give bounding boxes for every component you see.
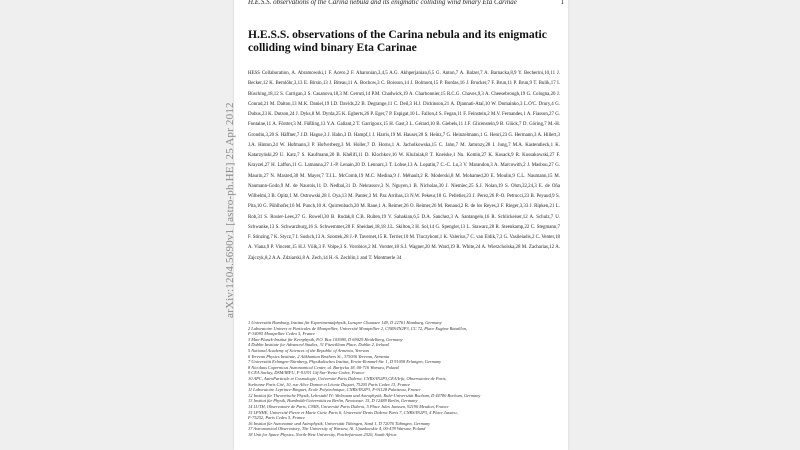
affiliation-item: 16 Institut für Astronomie und Astrophysik, Universität Tübingen, Sand 1, D 72076 Tübingen, Germany <box>248 420 431 426</box>
affiliation-item: 7 Universität Erlangen-Nürnberg, Physikalisches Institut, Erwin-Rommel-Str. 1, D 91058 Erlangen, Germany <box>248 359 442 365</box>
affiliation-item: 11 Laboratoire Leprince-Ringuet, Ecole Polytechnique, CNRS/IN2P3, F-91128 Palaiseau, France <box>248 387 421 393</box>
affiliation-list <box>248 320 560 437</box>
affiliation-item: 1 Universität Hamburg, Institut für Experimentalphysik, Luruper Chaussee 149, D 22761 Hamburg, Germany <box>248 320 442 325</box>
affiliation-item: 10 APC, AstroParticule et Cosmologie, Université Paris Diderot, CNRS/IN2P3,CEA/Irfu, Observatoire de Paris, <box>248 375 447 381</box>
affiliation-item: 9 CEA Saclay, DSM/IRFU, F-91191 Gif-Sur-Yvette Cedex, France <box>248 370 365 376</box>
affiliation-item: 14 LUTH, Observatoire de Paris, CNRS, Université Paris Diderot, 5 Place Jules Janssen, 92190 Meudon, France <box>248 403 449 409</box>
paper-title: H.E.S.S. observations of the Carina nebula and its enigmatic colliding wind binary Eta Carinae <box>248 28 547 54</box>
affiliation-item: 2 Laboratoire Univers et Particules de Montpellier, Université Montpellier 2, CNRS/IN2P3, CC 72, Place Eugène Bataillon, <box>248 325 468 331</box>
affiliation-item: 6 Yerevan Physics Institute, 2 Alikhanian Brothers St., 375036 Yerevan, Armenia <box>248 353 390 359</box>
affiliation-item: Sorbonne Paris Cité, 10, rue Alice Domon et Léonie Duquet, 75205 Paris Cedex 13, France <box>248 381 411 387</box>
affiliation-item: F-34095 Montpellier Cedex 5, France <box>248 331 316 337</box>
author-list: HESS Collaboration, A. Abramowski,1 F. Acero,2 F. Aharonian,3,4,5 A.G. Akhperjanian,6,5 G. Anton,7 A. Balzer,7 A. Barnacka,8,9 Y. Becherini,10,11 J. Becker,12 K. Bernlöhr,3,13 E. Birsin,13 J. Biteau,11 A. Bochow,3 C. Boisson,14 J. Bolmont,15 P. Bordas,16 J. Brucker,7 F. Brun,11 P. Brun,9 T. Bulik,17 I. Büsching,18,12 S. Carrigan,3 S. Casanova,18,3 M. Cerruti,14 P.M. Chadwick,19 A. Charbonnier,15 R.C.G. Chaves,9,3 A. Cheesebrough,19 G. Cologna,20 J. Conrad,21 M. Dalton,13 M.K. Daniel,19 I.D. Davids,22 B. Degrange,11 C. Deil,3 H.J. Dickinson,21 A. Djannati-Ataï,10 W. Domainko,3 L.O'C. Drury,4 G. Dubus,23 K. Dutson,24 J. Dyks,8 M. Dyrda,25 K. Egberts,26 P. Eger,7 P. Espigat,10 L. Fallon,4 S. Fegan,11 F. Feinstein,2 M.V. Fernandes,1 A. Fiasson,27 G. Fontaine,11 A. Förster,3 M. Füßling,13 Y.A. Gallant,2 T. Garrigoux,15 H. Gast,3 L. Gérard,10 B. Giebels,11 J.F. Glicenstein,9 B. Glück,7 D. Göring,7 M.-H. Grondin,3,20 S. Häffner,7 J.D. Hague,3 J. Hahn,3 D. Hampf,1 J. Harris,19 M. Hauser,20 S. Heinz,7 G. Heinzelmann,1 G. Henri,23 G. Hermann,3 A. Hillert,3 J.A. Hinton,24 W. Hofmann,3 P. Hofverberg,3 M. Holler,7 D. Horns,1 A. Jacholkowska,15 C. Jahn,7 M. Jamrozy,28 I. Jung,7 M.A. Kastendieck,1 K. Katarzyński,29 U. Katz,7 S. Kaufmann,20 B. Khélifi,11 D. Klochkov,16 W. Kluźniak,8 T. Kneiske,1 Nu. Komin,27 K. Kosack,9 R. Kossakowski,27 F. Krayzel,27 H. Laffon,11 G. Lamanna,27 J.-P. Lenain,20 D. Lennarz,3 T. Lohse,13 A. Lopatin,7 C.-C. Lu,3 V. Marandon,3 A. Marcowith,2 J. Masbou,27 G. Maurin,27 N. Maxted,30 M. Mayer,7 T.J.L. McComb,19 M.C. Medina,9 J. Méhault,2 R. Moderski,8 M. Mohamed,20 E. Moulin,9 C.L. Naumann,15 M. Naumann-Godo,9 M. de Naurois,11 D. Nedbal,31 D. Nekrassov,3 N. Nguyen,1 B. Nicholas,30 J. Niemiec,25 S.J. Nolan,19 S. Ohm,32,24,3 E. de Oña Wilhelmi,3 B. Opitz,1 M. Ostrowski,28 I. Oya,13 M. Panter,3 M. Paz Arribas,13 N.W. Pekeur,18 G. Pelletier,23 J. Perez,26 P.-O. Petrucci,23 B. Peyaud,9 S. Pita,10 G. Pühlhofer,16 M. Punch,10 A. Quirrenbach,20 M. Raue,1 A. Reimer,26 O. Reimer,26 M. Renaud,2 R. de los Reyes,3 F. Rieger,3,33 J. Ripken,21 L. Rob,31 S. Rosier-Lees,27 G. Rowell,30 B. Rudak,8 C.B. Rulten,19 V. Sahakian,6,5 D.A. Sanchez,3 A. Santangelo,16 R. Schlickeiser,12 A. Schulz,7 U. Schwanke,13 S. Schwarzburg,16 S. Schwemmer,20 F. Sheidaei,18,18 J.L. Skilton,3 H. Sol,14 G. Spengler,13 L. Stawarz,28 R. Steenkamp,22 C. Stegmann,7 F. Stinzing,7 K. Stycz,7 I. Sushch,13 A. Szostek,28 J.-P. Tavernet,15 R. Terrier,10 M. Tluczykont,1 K. Valerius,7 C. van Eldik,7,3 G. Vasileiadis,2 C. Venter,18 A. Viana,9 P. Vincent,15 H.J. Völk,3 F. Volpe,3 S. Vorobiov,2 M. Vorster,18 S.J. Wagner,20 M. Ward,19 R. White,24 A. Wierzcholska,28 M. Zacharias,12 A. Zajczyk,8,2 A.A. Zdziarski,8 A. Zech,14 H.-S. Zechlin,1 and T. Montmerle 34 <box>248 71 560 261</box>
arxiv-identifier[interactable]: arXiv:1204.5690v1 [astro-ph.HE] 25 Apr 2012 <box>224 102 236 318</box>
affiliation-item: 3 Max-Planck-Institut für Kernphysik, P.O. Box 103980, D 69029 Heidelberg, Germany <box>248 336 403 342</box>
affiliation-item: 4 Dublin Institute for Advanced Studies, 31 Fitzwilliam Place, Dublin 2, Ireland <box>248 342 389 348</box>
affiliation-item: 5 National Academy of Sciences of the Republic of Armenia, Yerevan <box>248 347 369 353</box>
page-number: 1 <box>560 0 564 6</box>
affiliation-item: 12 Institut für Theoretische Physik, Lehrstuhl IV: Weltraum und Astrophysik, Ruhr-Universität Bochum, D 44780 Bochum, Germany <box>248 392 481 398</box>
affiliation-item: 17 Astronomical Observatory, The University of Warsaw, Al. Ujazdowskie 4, 00-478 Warsaw, Poland <box>248 426 426 432</box>
affiliation-item: 18 Unit for Space Physics, North-West University, Potchefstroom 2520, South Africa <box>248 431 397 437</box>
running-head-text: H.E.S.S. observations of the Carina nebula and its enigmatic colliding wind binary Eta Carinae <box>248 0 517 6</box>
affiliation-item: 13 Institut für Physik, Humboldt-Universität zu Berlin, Newtonstr. 15, D 12489 Berlin, Germany <box>248 398 418 404</box>
affiliation-item: 8 Nicolaus Copernicus Astronomical Center, ul. Bartycka 18, 00-716 Warsaw, Poland <box>248 364 399 370</box>
affiliation-item: F-75252, Paris Cedex 5, France <box>248 415 306 421</box>
affiliation-item: 15 LPNHE, Université Pierre et Marie Curie Paris 6, Université Denis Diderot Paris 7, CNRS/IN2P3, 4 Place Jussieu, <box>248 409 458 415</box>
paper-page <box>234 0 568 450</box>
running-head <box>248 0 564 6</box>
